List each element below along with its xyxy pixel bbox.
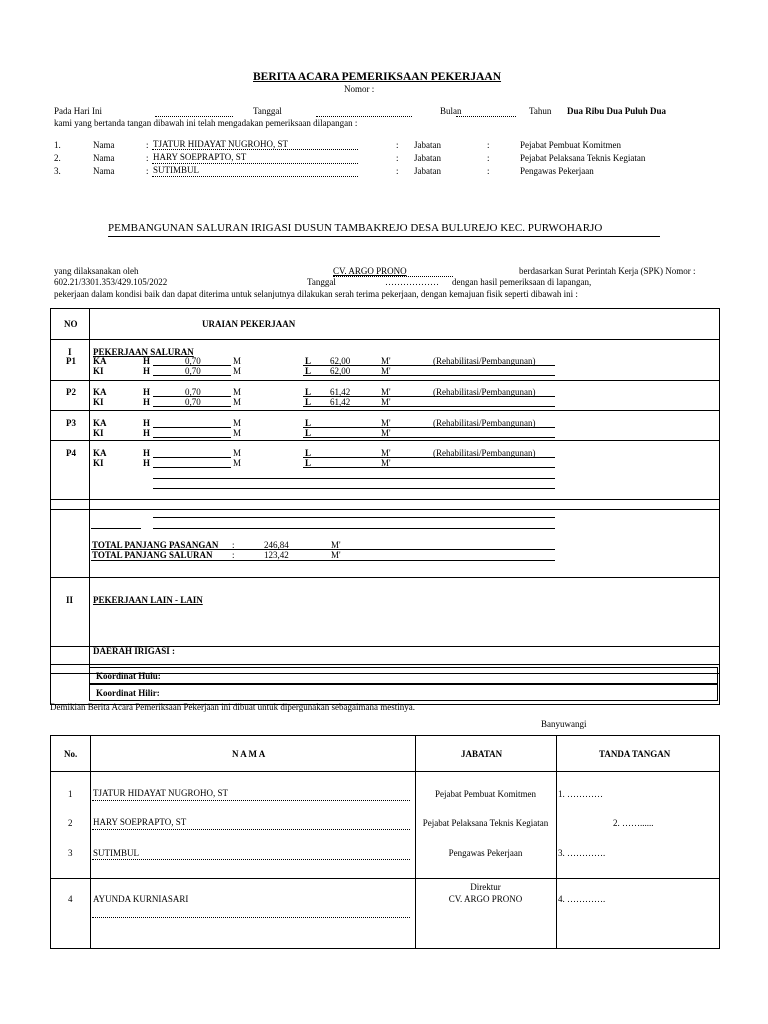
sign-row-no: 2	[68, 818, 73, 828]
signer-colon: :	[146, 140, 149, 150]
signer-jabatan: Pejabat Pelaksana Teknis Kegiatan	[520, 153, 646, 163]
jabatan-label: Jabatan	[414, 140, 441, 150]
para-line3: pekerjaan dalam kondisi baik dan dapat diterima untuk selanjutnya dilakukan serah terima pekerjaan, dengan kemajuan fisik seperti dibawah ini :	[54, 289, 578, 299]
sign-row-nama: TJATUR HIDAYAT NUGROHO, ST	[93, 788, 229, 798]
spk-number: 602.21/3301.353/429.105/2022	[54, 277, 168, 287]
mp-unit: M'	[381, 356, 391, 366]
row-underline	[153, 396, 231, 397]
bulan-field[interactable]	[456, 108, 516, 117]
mp-unit: M'	[381, 366, 391, 376]
ka-label: KA	[93, 356, 107, 366]
koordinat-hulu-label: Koordinat Hulu:	[96, 671, 161, 681]
signer-jabatan: Pengawas Pekerjaan	[520, 166, 594, 176]
h-label: H	[143, 458, 151, 468]
signer-no: 3.	[54, 166, 61, 176]
m-unit: M	[233, 448, 242, 458]
total-saluran-label: TOTAL PANJANG SALURAN	[92, 550, 213, 560]
sign-nama-line	[92, 800, 410, 801]
mp-unit: M'	[381, 428, 391, 438]
ki-label: KI	[93, 428, 104, 438]
para-line1-b: berdasarkan Surat Perintah Kerja (SPK) Nomor :	[519, 266, 696, 276]
sign-row-jabatan: Pengawas Pekerjaan	[448, 848, 523, 858]
row-underline	[303, 406, 555, 407]
m-unit: M	[233, 428, 242, 438]
row-separator	[50, 380, 720, 381]
h-label: H	[143, 387, 151, 397]
row-underline	[303, 396, 555, 397]
total-saluran-colon: :	[232, 550, 235, 560]
ki-length: 61,42	[330, 397, 351, 407]
project-title-underline	[108, 236, 660, 237]
closing-text: Demikian Berita Acara Pemeriksaan Pekerjaan ini dibuat untuk dipergunakan sebagaimana mestinya.	[50, 702, 415, 712]
l-label: L	[305, 387, 312, 397]
row-code: P3	[66, 418, 76, 428]
sign-nama-line	[92, 859, 410, 860]
sign-row-ttd[interactable]: 2. ……......	[613, 818, 654, 828]
sign-row-ttd[interactable]: 1. …………	[558, 789, 603, 799]
tanggal-field[interactable]	[316, 108, 412, 117]
jabatan-label: Jabatan	[414, 153, 441, 163]
tahun-label: Tahun	[529, 106, 552, 116]
ka-height: 0,70	[185, 387, 201, 397]
sign-header-no: No.	[64, 749, 78, 759]
ka-label: KA	[93, 387, 107, 397]
signer-colon: :	[146, 166, 149, 176]
h-label: H	[143, 428, 151, 438]
row-underline	[153, 365, 231, 366]
m-unit: M	[233, 397, 242, 407]
section-1-title: PEKERJAAN SALURAN	[93, 347, 194, 357]
spk-date-value: ………………	[385, 277, 439, 287]
mp-unit: M'	[381, 448, 391, 458]
col-header-uraian: URAIAN PEKERJAAN	[202, 319, 296, 329]
ki-label: KI	[93, 458, 104, 468]
para-line2-rest: dengan hasil pemeriksaan di lapangan,	[452, 277, 592, 287]
ki-label: KI	[93, 397, 104, 407]
place-name: Banyuwangi	[541, 719, 587, 729]
signer-no: 2.	[54, 153, 61, 163]
total-pasangan-label: TOTAL PANJANG PASANGAN	[92, 540, 219, 550]
section-2-no: II	[66, 595, 74, 605]
ka-length: 61,42	[330, 387, 351, 397]
sign-nama-line	[92, 917, 410, 918]
ki-label: KI	[93, 366, 104, 376]
signer-label: Nama	[93, 140, 115, 150]
sign-row-nama: SUTIMBUL	[93, 848, 140, 858]
sign-row-nama: AYUNDA KURNIASARI	[93, 894, 189, 904]
ki-height: 0,70	[185, 397, 201, 407]
signer-name-line	[152, 163, 358, 164]
jabatan-colon: :	[396, 166, 399, 176]
project-title: PEMBANGUNAN SALURAN IRIGASI DUSUN TAMBAKREJO DESA BULUREJO KEC. PURWOHARJO	[108, 222, 603, 234]
m-unit: M	[233, 458, 242, 468]
mp-unit: M'	[381, 387, 391, 397]
sign-row-ttd[interactable]: 4. ………….	[558, 894, 606, 904]
row-underline	[303, 437, 555, 438]
bulan-label: Bulan	[440, 106, 462, 116]
signer-label: Nama	[93, 153, 115, 163]
nomor-label: Nomor :	[344, 84, 375, 94]
sign-row-ttd[interactable]: 3. ………….	[558, 848, 606, 858]
jabatan-colon: :	[487, 140, 490, 150]
row-code: P1	[66, 356, 76, 366]
row-separator	[50, 440, 720, 441]
ki-height: 0,70	[185, 366, 201, 376]
m-unit: M	[233, 387, 242, 397]
signer-name: TJATUR HIDAYAT NUGROHO, ST	[153, 139, 289, 149]
h-label: H	[143, 448, 151, 458]
sign-row-nama: HARY SOEPRAPTO, ST	[93, 817, 187, 827]
h-label: H	[143, 397, 151, 407]
sign-header-nama: N A M A	[232, 749, 266, 759]
l-label: L	[305, 418, 312, 428]
col-header-no: NO	[64, 319, 78, 329]
ka-length: 62,00	[330, 356, 351, 366]
contractor-name: CV. ARGO PRONO	[333, 266, 407, 276]
sign-header-jabatan: JABATAN	[461, 749, 503, 759]
tanggal-label: Tanggal	[253, 106, 282, 116]
signer-jabatan: Pejabat Pembuat Komitmen	[520, 140, 621, 150]
l-label: L	[305, 458, 312, 468]
m-unit: M	[233, 366, 242, 376]
signer-colon: :	[146, 153, 149, 163]
signer-name: SUTIMBUL	[153, 165, 200, 175]
sign-row-jabatan: Pejabat Pelaksana Teknis Kegiatan	[422, 818, 549, 828]
mp-unit: M'	[381, 418, 391, 428]
sign-nama-line	[92, 829, 410, 830]
l-label: L	[305, 356, 312, 366]
jabatan-colon: :	[487, 153, 490, 163]
ka-height: 0,70	[185, 356, 201, 366]
signer-name-line	[152, 149, 358, 150]
mp-unit: M'	[381, 458, 391, 468]
total-pasangan-value: 246,84	[264, 540, 289, 550]
h-label: H	[143, 356, 151, 366]
total-pasangan-unit: M'	[331, 540, 341, 550]
ka-label: KA	[93, 418, 107, 428]
jabatan-colon: :	[396, 140, 399, 150]
jabatan-label: Jabatan	[414, 166, 441, 176]
jabatan-colon: :	[396, 153, 399, 163]
row-underline	[303, 457, 555, 458]
total-pasangan-colon: :	[232, 540, 235, 550]
ki-length: 62,00	[330, 366, 351, 376]
koordinat-hilir-label: Koordinat Hilir:	[96, 688, 160, 698]
signer-label: Nama	[93, 166, 115, 176]
row-underline	[303, 365, 555, 366]
ka-label: KA	[93, 448, 107, 458]
total-saluran-value: 123,42	[264, 550, 289, 560]
signer-name-line	[152, 176, 358, 177]
row-note: (Rehabilitasi/Pembangunan)	[433, 418, 536, 428]
document-title: BERITA ACARA PEMERIKSAAN PEKERJAAN	[253, 71, 502, 83]
l-label: L	[305, 397, 312, 407]
sign-row-no: 1	[68, 789, 73, 799]
jabatan-colon: :	[487, 166, 490, 176]
h-label: H	[143, 418, 151, 428]
spk-date-label: Tanggal	[307, 277, 336, 287]
sign-header-ttd: TANDA TANGAN	[599, 749, 671, 759]
m-unit: M	[233, 356, 242, 366]
row-underline	[153, 467, 231, 468]
m-unit: M	[233, 418, 242, 428]
row-underline	[153, 375, 231, 376]
signer-no: 1.	[54, 140, 61, 150]
sign-row-jabatan-2: CV. ARGO PRONO	[448, 894, 523, 904]
l-label: L	[305, 428, 312, 438]
hari-field[interactable]	[155, 108, 233, 117]
signature-table	[50, 735, 720, 949]
row-underline	[303, 427, 555, 428]
row-underline	[153, 457, 231, 458]
sign-row-jabatan: Pejabat Pembuat Komitmen	[435, 789, 536, 799]
signer-name: HARY SOEPRAPTO, ST	[153, 152, 247, 162]
sign-row-no: 4	[68, 894, 73, 904]
row-underline	[153, 437, 231, 438]
mp-unit: M'	[381, 397, 391, 407]
tahun-value: Dua Ribu Dua Puluh Dua	[567, 106, 667, 116]
row-separator	[50, 410, 720, 411]
h-label: H	[143, 366, 151, 376]
row-underline	[153, 406, 231, 407]
row-underline	[303, 375, 555, 376]
l-label: L	[305, 366, 312, 376]
row-note: (Rehabilitasi/Pembangunan)	[433, 356, 536, 366]
l-label: L	[305, 448, 312, 458]
row-underline	[153, 427, 231, 428]
row-note: (Rehabilitasi/Pembangunan)	[433, 448, 536, 458]
row-note: (Rehabilitasi/Pembangunan)	[433, 387, 536, 397]
hari-label: Pada Hari Ini	[54, 106, 102, 116]
sign-row-no: 3	[68, 848, 73, 858]
total-saluran-unit: M'	[331, 550, 341, 560]
row-underline	[303, 467, 555, 468]
section-2-title: PEKERJAAN LAIN - LAIN	[93, 595, 203, 605]
section-1-no: I	[68, 347, 72, 357]
row-code: P4	[66, 448, 76, 458]
sign-row-jabatan: Direktur	[470, 882, 501, 892]
daerah-irigasi-label: DAERAH IRIGASI :	[93, 646, 176, 656]
intro-text: kami yang bertanda tangan dibawah ini telah mengadakan pemeriksaan dilapangan :	[54, 118, 358, 128]
row-code: P2	[66, 387, 76, 397]
para-line1-a: yang dilaksanakan oleh	[54, 266, 139, 276]
